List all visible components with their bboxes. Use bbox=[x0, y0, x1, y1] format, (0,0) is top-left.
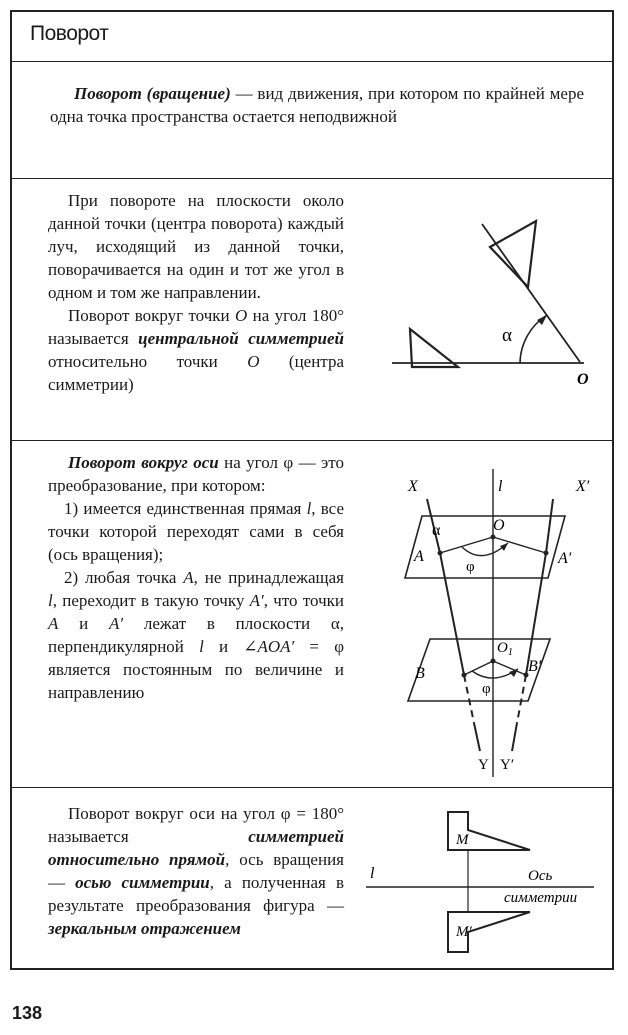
point-o1 bbox=[491, 659, 496, 664]
axis-item-2 bbox=[48, 566, 344, 704]
label-o1-letter: O bbox=[497, 640, 508, 656]
text-span: A bbox=[48, 614, 59, 633]
text-span: , ось вращения — bbox=[48, 850, 344, 892]
text-span: = φ является постоянным по величине и направлению bbox=[48, 637, 345, 702]
label-axis-word2: симметрии bbox=[504, 890, 578, 906]
alpha-label: α bbox=[502, 325, 512, 346]
text-span: и ∠ bbox=[203, 637, 258, 656]
label-b2: B′ bbox=[528, 658, 542, 675]
line-symmetry-figure bbox=[356, 802, 606, 962]
label-alpha: α bbox=[432, 522, 441, 539]
line-xy-lower bbox=[474, 723, 480, 751]
label-phi: φ bbox=[466, 559, 475, 575]
plane-paragraph-2 bbox=[48, 304, 344, 396]
text-span: и bbox=[58, 614, 109, 633]
original-triangle bbox=[410, 329, 458, 367]
line-x2y2-lower bbox=[512, 723, 517, 751]
text-span: на угол 180° называется bbox=[48, 306, 345, 348]
label-l: l bbox=[498, 478, 503, 495]
text-span: A′ bbox=[249, 591, 264, 610]
definition-text bbox=[50, 82, 584, 128]
text-span: 2) любая точка bbox=[64, 568, 184, 587]
text-span: лежат в плоскости α, перпендикулярной bbox=[48, 614, 344, 656]
line-symmetry-term: симметрией относительно прямой bbox=[48, 827, 344, 869]
mirror-reflection-term: зеркальным отражением bbox=[48, 919, 241, 938]
label-phi-2: φ bbox=[482, 681, 491, 697]
text-span: A bbox=[183, 568, 194, 587]
text-span: l bbox=[306, 499, 312, 518]
radius-o1b2 bbox=[493, 661, 526, 675]
axis-rotation-figure bbox=[390, 461, 600, 783]
label-m2: M′ bbox=[456, 924, 472, 940]
text-span: , а полученная в результате преобразования фигура — bbox=[48, 873, 344, 915]
line-xy-middle bbox=[440, 553, 464, 675]
plane-alpha bbox=[405, 516, 565, 578]
text-span: (центра симметрии) bbox=[48, 352, 344, 394]
text-span: 1) имеется единственная прямая bbox=[64, 499, 307, 518]
line-symmetry-section bbox=[12, 788, 612, 968]
text-span: , переходит в такую точку bbox=[52, 591, 250, 610]
label-o: O bbox=[493, 517, 505, 534]
text-span: , что точки bbox=[263, 591, 345, 610]
radius-o1b bbox=[464, 661, 493, 675]
line-symmetry-paragraph bbox=[48, 802, 344, 940]
label-l: l bbox=[370, 865, 375, 882]
definition-section bbox=[12, 62, 612, 179]
axis-rotation-term: Поворот вокруг оси bbox=[68, 453, 219, 472]
label-a2: A′ bbox=[558, 550, 572, 567]
label-y: Y bbox=[478, 757, 489, 773]
page-number: 138 bbox=[12, 1003, 43, 1023]
plane-rotation-text bbox=[48, 189, 344, 396]
text-span: l bbox=[199, 637, 204, 656]
plane-rotation-figure bbox=[372, 199, 602, 419]
center-o-label: O bbox=[577, 371, 589, 388]
text-span: Поворот вокруг точки bbox=[68, 306, 235, 325]
plane-rotation-section bbox=[12, 179, 612, 441]
central-symmetry-term: центральной симметрией bbox=[138, 329, 344, 348]
line-x2y2-upper bbox=[546, 499, 553, 553]
label-a: A bbox=[414, 548, 424, 565]
content-frame bbox=[10, 10, 614, 970]
text-span: относительно точки bbox=[48, 352, 248, 371]
text-span: O bbox=[234, 306, 248, 325]
text-span: Поворот вокруг оси на угол φ = 180° называется bbox=[48, 804, 344, 846]
label-y2: Y′ bbox=[500, 757, 515, 773]
label-axis-word1: Ось bbox=[528, 868, 553, 884]
label-o1-subscript: 1 bbox=[507, 647, 513, 658]
point-b bbox=[462, 673, 467, 678]
text-span: l bbox=[48, 591, 53, 610]
page-title: Поворот bbox=[30, 22, 109, 45]
axis-intro bbox=[48, 451, 344, 497]
axis-rotation-text bbox=[48, 451, 344, 704]
title-bar bbox=[12, 12, 612, 62]
rotated-ray bbox=[482, 224, 580, 362]
label-o1 bbox=[497, 640, 513, 658]
arc-arrowhead bbox=[537, 315, 547, 325]
definition-rest: — вид движения, при котором по крайней мере одна точка пространства остается неподвижной bbox=[50, 84, 584, 126]
label-x: X bbox=[408, 478, 418, 495]
label-x2: X′ bbox=[576, 478, 590, 495]
rotated-triangle bbox=[490, 221, 536, 287]
axis-of-symmetry-term: осью симметрии bbox=[75, 873, 210, 892]
text-span: AOA′ bbox=[257, 637, 295, 656]
text-span: на угол φ — это преобразование, при котором: bbox=[48, 453, 345, 495]
line-symmetry-text bbox=[48, 802, 344, 940]
point-a2 bbox=[544, 551, 549, 556]
axis-rotation-section bbox=[12, 441, 612, 788]
point-a bbox=[438, 551, 443, 556]
text-span: A′ bbox=[108, 614, 124, 633]
plane-paragraph-1: При повороте на плоскости около данной точки (центра поворота) каждый луч, исходящий из данной точки, поворачивается на один и тот же угол в одном и том же направлении. bbox=[48, 191, 344, 302]
text-span: , все точки которой переходят сами в себя (ось вращения); bbox=[48, 499, 344, 564]
line-x2y2-hidden bbox=[517, 675, 526, 723]
radius-oa2 bbox=[493, 537, 546, 553]
upper-arrowhead bbox=[500, 543, 508, 551]
label-b: B bbox=[415, 665, 425, 682]
label-m: M bbox=[456, 832, 469, 848]
definition-term: Поворот (вращение) bbox=[74, 84, 231, 103]
axis-item-1 bbox=[48, 497, 344, 566]
line-xy-hidden bbox=[464, 675, 474, 723]
text-span: , не принадлежащая bbox=[193, 568, 344, 587]
text-span: O bbox=[247, 352, 260, 371]
point-o bbox=[491, 535, 496, 540]
